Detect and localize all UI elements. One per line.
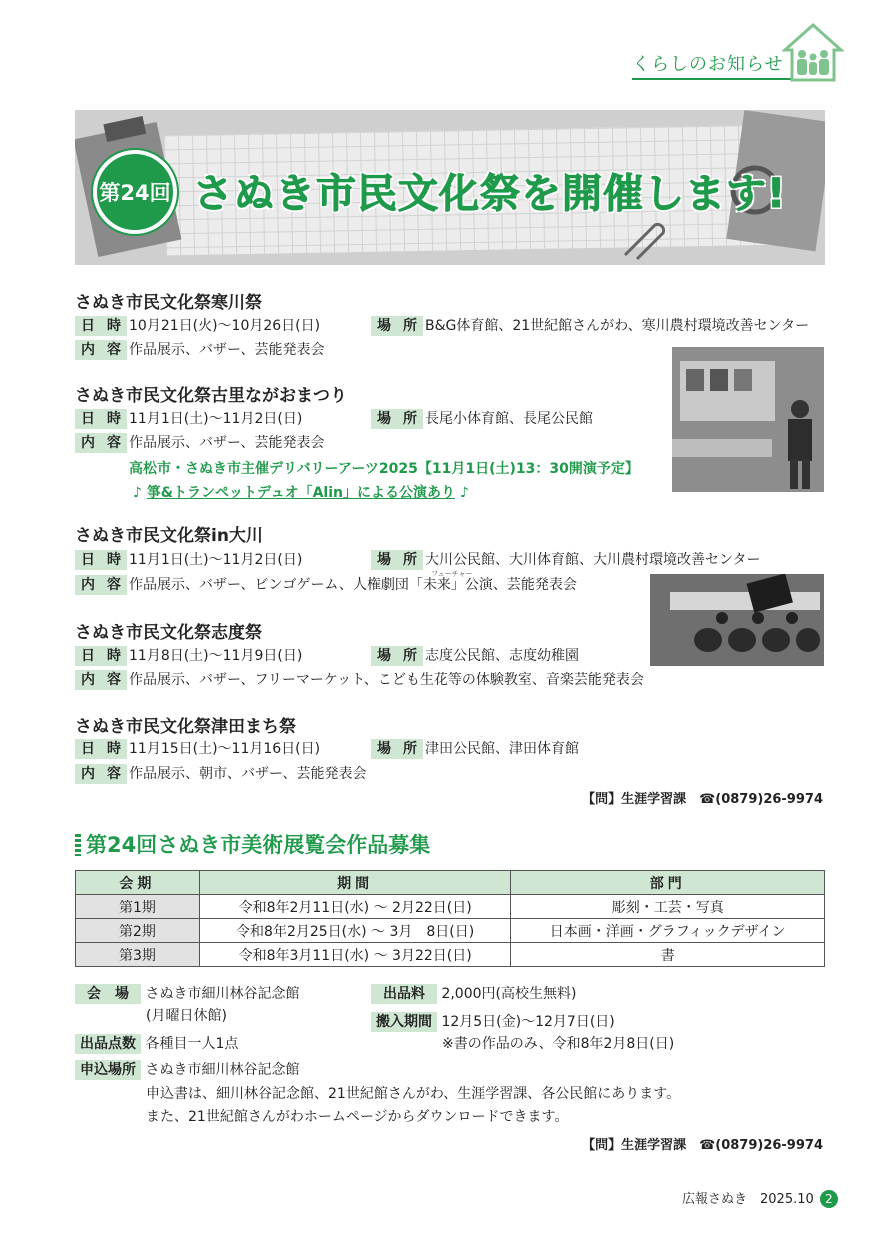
- place-value: 大川公民館、大川体育館、大川農村環境改善センター: [425, 552, 761, 568]
- table-cell: 第3期: [76, 943, 200, 967]
- table-cell: 日本画・洋画・グラフィックデザイン: [511, 919, 825, 943]
- date-label: 日時: [75, 739, 127, 759]
- place-label: 場所: [371, 646, 423, 666]
- page-footer: [682, 1188, 838, 1208]
- table-header: 会期: [76, 871, 200, 895]
- taiko-performance-photo: [650, 574, 824, 666]
- date-label: 日時: [75, 550, 127, 570]
- paperclip-illustration: [615, 215, 675, 265]
- section-corner: [632, 22, 852, 84]
- table-header-row: [76, 871, 825, 895]
- place-row: [371, 409, 593, 431]
- content-row: [75, 340, 324, 362]
- venue-row: [75, 984, 299, 1004]
- music-note-icon: ♪: [459, 485, 469, 501]
- festival-title: さぬき市民文化祭津田まち祭: [75, 717, 296, 737]
- apply-row: [75, 1060, 299, 1080]
- house-family-icon: [782, 22, 844, 84]
- apply-note-1: 申込書は、細川林谷記念館、21世紀館さんがわ、生涯学習課、各公民館にあります。: [146, 1086, 681, 1102]
- date-row: [75, 550, 302, 572]
- date-row: [75, 646, 302, 668]
- music-note-icon: ♪: [133, 485, 142, 501]
- place-row: [371, 316, 809, 338]
- place-row: [371, 739, 579, 761]
- date-value: 10月21日(火)～10月26日(日): [129, 318, 321, 334]
- exhibition-schedule-table: [75, 870, 825, 967]
- table-cell: 書: [511, 943, 825, 967]
- fee-value: 2,000円(高校生無料): [441, 986, 577, 1002]
- concert-note: [133, 482, 469, 502]
- exhibition-photo: [672, 347, 824, 492]
- table-row: [76, 895, 825, 919]
- table-cell: 彫刻・工芸・写真: [511, 895, 825, 919]
- festival-tsuda: [75, 712, 579, 782]
- festival-title: さぬき市民文化祭古里ながおまつり: [75, 386, 347, 406]
- event-banner: [75, 110, 825, 265]
- table-header: 部門: [511, 871, 825, 895]
- place-label: 場所: [371, 739, 423, 759]
- page-number: 2: [820, 1190, 838, 1208]
- festival-title: さぬき市民文化祭寒川祭: [75, 293, 262, 313]
- place-row: [371, 550, 760, 572]
- content-row: [75, 670, 644, 692]
- fee-row: [371, 984, 576, 1004]
- date-value: 11月15日(土)～11月16日(日): [129, 741, 321, 757]
- place-value: 志度公民館、志度幼稚園: [425, 648, 579, 664]
- date-row: [75, 316, 320, 338]
- delivery-label: 搬入期間: [371, 1012, 437, 1032]
- content-label: 内容: [75, 670, 127, 690]
- corner-title: くらしのお知らせ: [632, 54, 784, 75]
- date-value: 11月8日(土)～11月9日(日): [129, 648, 303, 664]
- content-value: 作品展示、バザー、芸能発表会: [129, 342, 325, 358]
- festival-sangawa: [75, 288, 810, 358]
- place-row: [371, 646, 579, 668]
- inquiry-contact: 【問】生涯学習課 ☎(0879)26-9974: [582, 1138, 823, 1153]
- date-row: [75, 739, 320, 761]
- content-value: 作品展示、バザー、フリーマーケット、こども生花等の体験教室、音楽芸能発表会: [129, 672, 644, 688]
- table-cell: 第2期: [76, 919, 200, 943]
- ruby-text: フューチャー: [431, 570, 473, 578]
- section-marker: [75, 834, 81, 856]
- place-value: 長尾小体育館、長尾公民館: [425, 411, 593, 427]
- festival-shido: [75, 618, 644, 688]
- content-label: 内容: [75, 575, 127, 595]
- edition-badge: 第24回: [93, 150, 177, 234]
- table-header: 期間: [199, 871, 511, 895]
- content-label: 内容: [75, 764, 127, 784]
- content-label: 内容: [75, 340, 127, 360]
- table-cell: 令和8年2月25日(水) ～ 3月 8日(日): [199, 919, 511, 943]
- content-row: [75, 433, 324, 455]
- content-value: 作品展示、バザー、ビンゴゲーム、人権劇団「未来」公演、芸能発表会: [129, 577, 577, 593]
- apply-value: さぬき市細川林谷記念館: [145, 1062, 300, 1078]
- venue-label: 会 場: [75, 984, 141, 1004]
- place-label: 場所: [371, 409, 423, 429]
- corner-underline: [632, 78, 792, 80]
- table-cell: 第1期: [76, 895, 200, 919]
- apply-note-2: また、21世紀館さんがわホームページからダウンロードできます。: [146, 1109, 569, 1125]
- delivery-value: 12月5日(金)～12月7日(日): [441, 1014, 615, 1030]
- venue-note: (月曜日休館): [146, 1008, 227, 1024]
- content-row: [75, 764, 366, 786]
- content-label: 内容: [75, 433, 127, 453]
- date-value: 11月1日(土)～11月2日(日): [129, 411, 303, 427]
- place-label: 場所: [371, 550, 423, 570]
- festival-nagao: [75, 381, 639, 501]
- date-row: [75, 409, 302, 431]
- venue-value: さぬき市細川林谷記念館: [145, 986, 300, 1002]
- place-label: 場所: [371, 316, 423, 336]
- delivery-note: ※書の作品のみ、令和8年2月8日(日): [442, 1036, 675, 1052]
- delivery-arts-note: 高松市・さぬき市主催デリバリーアーツ2025【11月1日(土)13：30開演予定】: [129, 461, 639, 477]
- inquiry-contact: 【問】生涯学習課 ☎(0879)26-9974: [582, 792, 823, 807]
- banner-title: さぬき市民文化祭を開催します!: [193, 171, 787, 217]
- festival-title: さぬき市民文化祭in大川: [75, 526, 263, 546]
- date-label: 日時: [75, 409, 127, 429]
- date-label: 日時: [75, 316, 127, 336]
- fee-label: 出品料: [371, 984, 437, 1004]
- count-row: [75, 1034, 238, 1054]
- concert-note-text: 箏&トランペットデュオ「Alin」による公演あり: [146, 485, 455, 501]
- table-cell: 令和8年3月11日(水) ～ 3月22日(日): [199, 943, 511, 967]
- place-value: 津田公民館、津田体育館: [425, 741, 579, 757]
- date-label: 日時: [75, 646, 127, 666]
- table-cell: 令和8年2月11日(水) ～ 2月22日(日): [199, 895, 511, 919]
- place-value: B&G体育館、21世紀館さんがわ、寒川農村環境改善センター: [425, 318, 810, 334]
- count-value: 各種目一人1点: [145, 1036, 239, 1052]
- content-value: 作品展示、バザー、芸能発表会: [129, 435, 325, 451]
- content-row: [75, 575, 577, 597]
- apply-label: 申込場所: [75, 1060, 141, 1080]
- festival-okawa: [75, 521, 761, 593]
- table-row: [76, 919, 825, 943]
- date-value: 11月1日(土)～11月2日(日): [129, 552, 303, 568]
- exhibition-title: 第24回さぬき市美術展覧会作品募集: [86, 833, 431, 857]
- count-label: 出品点数: [75, 1034, 141, 1054]
- delivery-row: [371, 1012, 615, 1032]
- publication-name: 広報さぬき 2025.10: [682, 1192, 814, 1207]
- festival-title: さぬき市民文化祭志度祭: [75, 623, 262, 643]
- table-row: [76, 943, 825, 967]
- content-value: 作品展示、朝市、バザー、芸能発表会: [129, 766, 367, 782]
